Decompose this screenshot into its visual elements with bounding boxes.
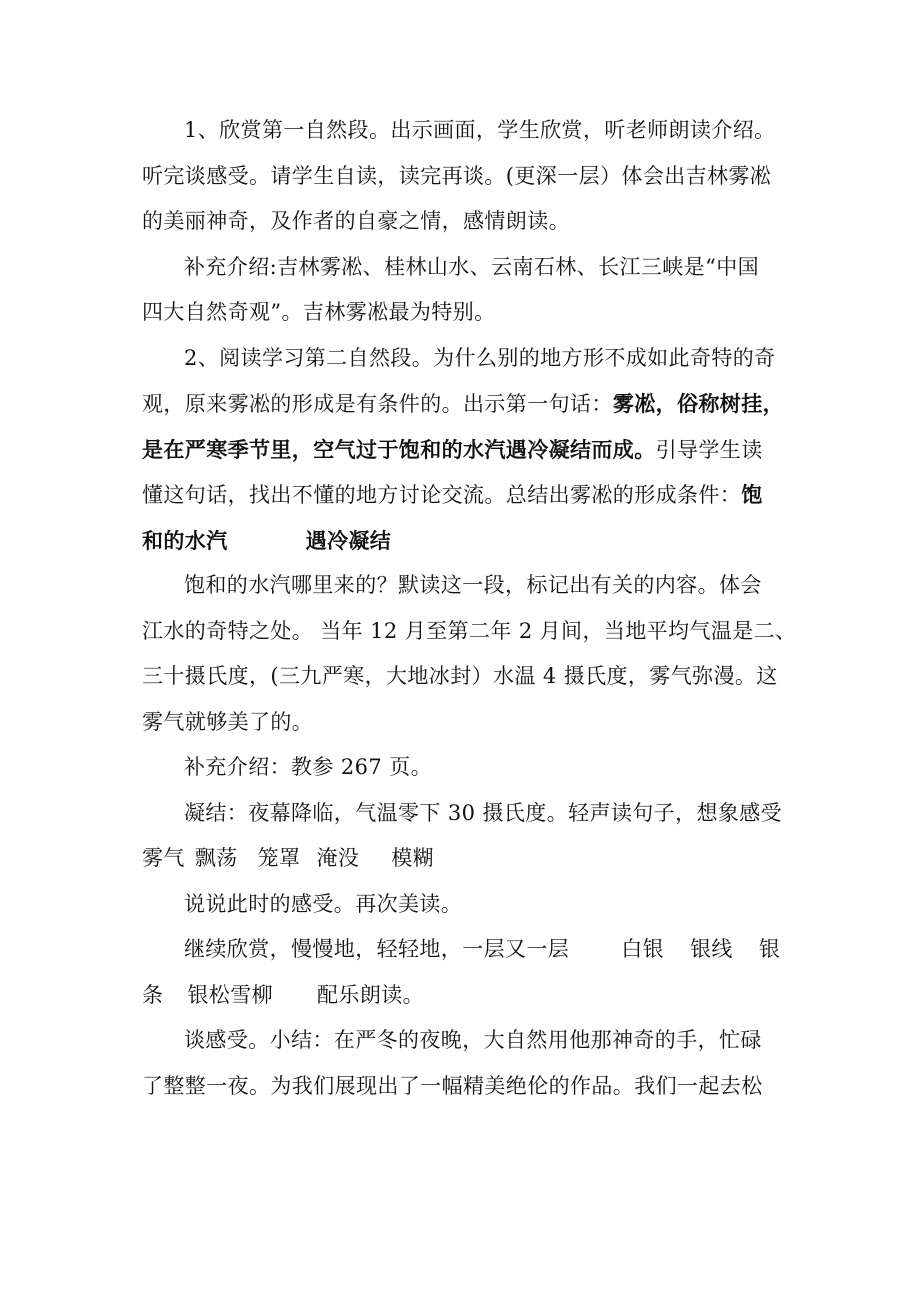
text-run: 银松雪柳 (187, 982, 274, 1007)
paragraph-line (142, 882, 782, 928)
text-run: 配乐朗读。 (317, 982, 425, 1007)
paragraph-line (142, 791, 782, 837)
paragraph-line (142, 245, 782, 291)
paragraph-line (142, 108, 782, 154)
document-page (142, 108, 797, 1109)
text-run: 笼罩 (257, 846, 301, 870)
text-run: 雾气 (142, 846, 185, 870)
text-run: 江水的奇特之处。 当年 12 月至第二年 2 月间，当地平均气温是二、 (142, 618, 797, 643)
paragraph-line (142, 199, 782, 245)
text-run: 说说此时的感受。再次美读。 (184, 891, 463, 916)
text-run: 补充介绍：教参 267 页。 (184, 755, 433, 779)
paragraph-line (142, 654, 782, 700)
bold-text-run: 饱 (741, 482, 763, 507)
paragraph-line (142, 427, 782, 473)
paragraph-line (142, 973, 782, 1019)
paragraph-line (142, 927, 782, 973)
text-run: 听完谈感受。请学生自读，读完再谈。(更深一层）体会出吉林雾凇 (142, 163, 772, 188)
paragraph-line (142, 1064, 782, 1110)
text-run: 模糊 (391, 846, 435, 870)
paragraph-line (142, 836, 782, 882)
paragraph-line (142, 472, 782, 518)
paragraph-line (142, 563, 782, 609)
text-run: 继续欣赏，慢慢地，轻轻地，一层又一层 (184, 937, 570, 961)
text-run: 补充介绍:吉林雾凇、桂林山水、云南石林、长江三峡是“中国 (184, 254, 760, 279)
paragraph-line (142, 154, 782, 200)
text-run: 条 (142, 982, 164, 1007)
paragraph-line (142, 700, 782, 746)
text-run: 2、阅读学习第二自然段。为什么别的地方形不成如此奇特的奇 (184, 345, 776, 370)
paragraph-line (142, 609, 797, 655)
paragraph-line (142, 1018, 782, 1064)
text-run: 银 (758, 937, 781, 961)
text-run: 飘荡 (194, 846, 238, 870)
text-run: 雾气就够美了的。 (142, 709, 314, 734)
text-run: 观，原来雾凇的形成是有条件的。出示第一句话： (142, 392, 613, 416)
bold-text-run: 遇冷凝结 (305, 527, 392, 553)
text-run: 三十摄氏度，(三九严寒，大地冰封）水温 4 摄氏度，雾气弥漫。这 (142, 664, 778, 688)
text-run: 谈感受。小结：在严冬的夜晚，大自然用他那神奇的手，忙碌 (184, 1028, 762, 1052)
text-run: 饱和的水汽哪里来的？默读这一段，标记出有关的内容。体会 (184, 573, 762, 597)
paragraph-line (142, 745, 782, 791)
paragraph-line (142, 290, 782, 336)
paragraph-line (142, 518, 782, 564)
text-run: 白银 (621, 937, 665, 961)
text-run: 懂这句话，找出不懂的地方讨论交流。总结出雾凇的形成条件： (142, 483, 742, 507)
paragraph-line (142, 336, 782, 382)
bold-text-run: 和的水汽 (142, 527, 228, 553)
text-run: 凝结：夜幕降临，气温零下 30 摄氏度。轻声读句子，想象感受 (184, 800, 783, 825)
text-run: 淹没 (316, 846, 360, 870)
text-run: 的美丽神奇，及作者的自豪之情，感情朗读。 (142, 209, 570, 233)
paragraph-line (142, 381, 785, 427)
bold-text-run: 雾凇，俗称树挂， (612, 391, 785, 416)
text-run: 1、欣赏第一自然段。出示画面，学生欣赏，听老师朗读介绍。 (184, 118, 776, 142)
text-run: 了整整一夜。为我们展现出了一幅精美绝伦的作品。我们一起去松 (142, 1073, 763, 1098)
text-run: 四大自然奇观”。吉林雾凇最为特别。 (142, 300, 496, 324)
bold-text-run: 是在严寒季节里，空气过于饱和的水汽遇冷凝结而成。 (142, 436, 656, 462)
text-run: 引导学生读 (655, 437, 763, 462)
text-run: 银线 (690, 937, 733, 961)
